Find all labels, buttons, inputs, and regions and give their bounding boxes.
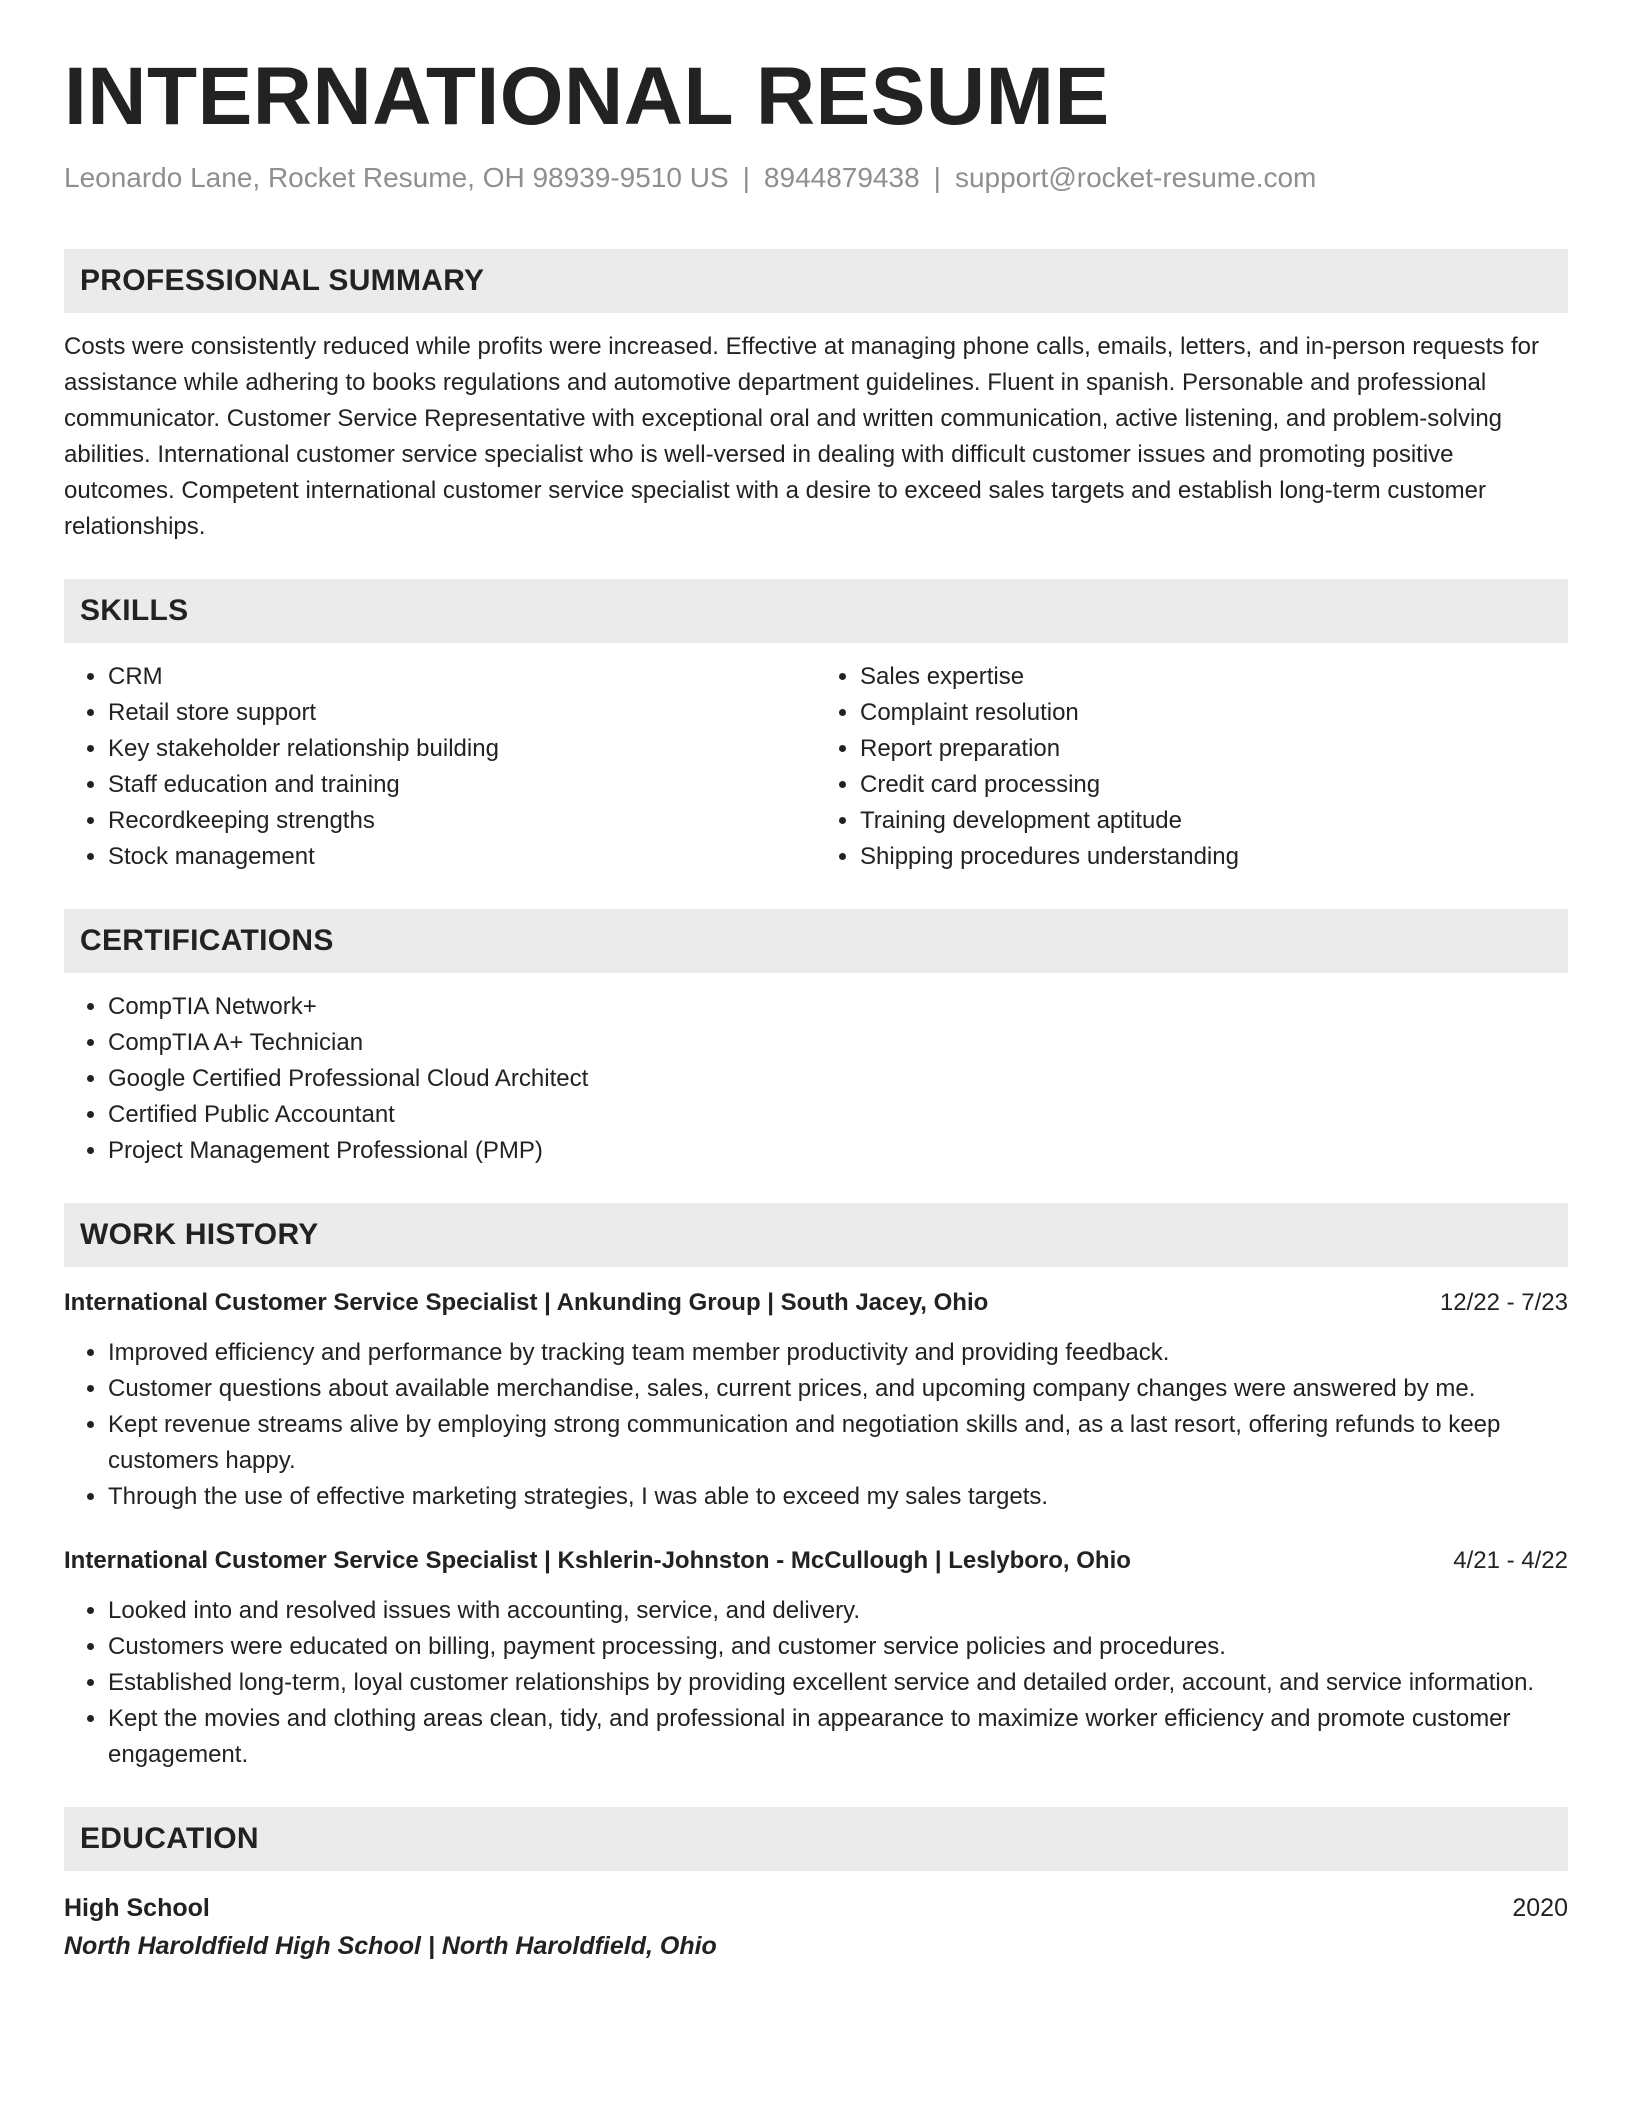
skill-item: • Sales expertise [860,659,1568,695]
skills-grid [64,643,1568,875]
job-bullet: • Kept revenue streams alive by employing strong communication and negotiation skills and, as a last resort, offering refunds to keep customers happy. [108,1407,1568,1479]
contact-email: support@rocket-resume.com [954,162,1317,194]
section-heading-work-history: WORK HISTORY [64,1203,1568,1267]
job-entry [64,1543,1568,1773]
certification-item: • Certified Public Accountant [108,1097,1568,1133]
job-bullet: • Kept the movies and clothing areas clean, tidy, and professional in appearance to maximize worker efficiency and promote customer engagement. [108,1701,1568,1773]
skill-item: • Credit card processing [860,767,1568,803]
job-bullets [64,1335,1568,1515]
contact-separator: | [933,162,941,194]
job-title: International Customer Service Specialist | Kshlerin-Johnston - McCullough | Leslyboro, Ohio [64,1546,1131,1574]
certification-item: • Project Management Professional (PMP) [108,1133,1568,1169]
skill-item: • Staff education and training [108,767,816,803]
job-entry [64,1285,1568,1515]
job-header [64,1543,1568,1579]
job-bullets [64,1593,1568,1773]
contact-line [64,160,1568,196]
skill-item: • Complaint resolution [860,695,1568,731]
section-heading-summary: PROFESSIONAL SUMMARY [64,249,1568,313]
skills-list-left [64,659,816,875]
job-bullet: • Through the use of effective marketing strategies, I was able to exceed my sales targets. [108,1479,1568,1515]
contact-address: Leonardo Lane, Rocket Resume, OH 98939-9510 US [64,162,729,194]
skill-item: • Shipping procedures understanding [860,839,1568,875]
skill-item: • Stock management [108,839,816,875]
education-entry [64,1889,1568,1965]
skill-item: • Recordkeeping strengths [108,803,816,839]
certification-item: • CompTIA Network+ [108,989,1568,1025]
certification-item: • CompTIA A+ Technician [108,1025,1568,1061]
skill-item: • Training development aptitude [860,803,1568,839]
job-dates: 4/21 - 4/22 [1453,1546,1568,1574]
skill-item: • Retail store support [108,695,816,731]
section-heading-certifications: CERTIFICATIONS [64,909,1568,973]
skill-item: • CRM [108,659,816,695]
education-year: 2020 [1512,1893,1568,1922]
job-bullet: • Established long-term, loyal customer relationships by providing excellent service and detailed order, account, and service information. [108,1665,1568,1701]
job-header [64,1285,1568,1321]
job-dates: 12/22 - 7/23 [1439,1288,1568,1316]
certification-item: • Google Certified Professional Cloud Architect [108,1061,1568,1097]
education-school: North Haroldfield High School | North Haroldfield, Ohio [64,1931,717,1960]
job-bullet: • Customer questions about available merchandise, sales, current prices, and upcoming company changes were answered by me. [108,1371,1568,1407]
skills-list-right [816,659,1568,875]
section-heading-education: EDUCATION [64,1807,1568,1871]
section-heading-skills: SKILLS [64,579,1568,643]
job-bullet: • Customers were educated on billing, payment processing, and customer service policies and procedures. [108,1629,1568,1665]
summary-text: Costs were consistently reduced while profits were increased. Effective at managing phone calls, emails, letters, and in-person requests for assistance while adhering to books regulations and automotive department guidelines. Fluent in spanish. Personable and professional communicator. Customer Service Representative with exceptional oral and written communication, active listening, and problem-solving abilities. International customer service specialist who is well-versed in dealing with difficult customer issues and promoting positive outcomes. Competent international customer service specialist with a desire to exceed sales targets and establish long-term customer relationships. [64,332,1539,540]
resume-title: INTERNATIONAL RESUME [64,51,1110,142]
contact-separator: | [742,162,750,194]
education-header [64,1889,1568,1927]
job-bullet: • Improved efficiency and performance by tracking team member productivity and providing feedback. [108,1335,1568,1371]
skill-item: • Report preparation [860,731,1568,767]
contact-phone: 8944879438 [763,162,920,194]
education-degree: High School [64,1893,210,1922]
job-title: International Customer Service Specialist | Ankunding Group | South Jacey, Ohio [64,1288,989,1316]
certifications-list [64,989,1568,1169]
job-bullet: • Looked into and resolved issues with accounting, service, and delivery. [108,1593,1568,1629]
skill-item: • Key stakeholder relationship building [108,731,816,767]
